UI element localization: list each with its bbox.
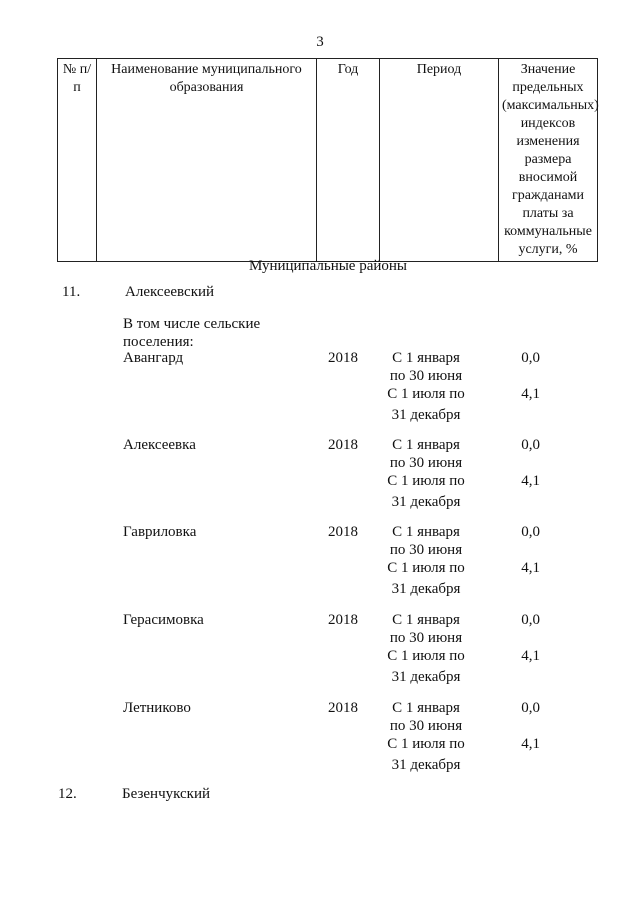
settlement-name: Гавриловка: [123, 524, 197, 540]
settlement-period-line: С 1 января: [392, 524, 460, 540]
settlement-value: 4,1: [521, 473, 540, 489]
settlement-period-line: С 1 января: [392, 700, 460, 716]
settlement-period-line: по 30 июня: [389, 630, 463, 646]
settlement-value: 0,0: [521, 612, 540, 628]
header-col-value: Значение предельных (максимальных) индексов изменения размера вносимой гражданами платы за коммунальные услуги, %: [499, 59, 598, 262]
header-col-period: Период: [380, 59, 499, 262]
settlement-value: 0,0: [521, 350, 540, 366]
settlement-period-line: С 1 июля по: [387, 560, 465, 576]
header-col-name-line2: образования: [169, 80, 244, 95]
settlement-period-line: С 1 января: [392, 612, 460, 628]
header-col-name: [97, 59, 317, 262]
settlement-value: 0,0: [521, 524, 540, 540]
settlement-period-line: 31 декабря: [391, 757, 461, 773]
settlement-name: Авангард: [123, 350, 184, 366]
settlement-period-line: 31 декабря: [391, 494, 461, 510]
settlement-value: 4,1: [521, 560, 540, 576]
settlement-period-line: С 1 января: [392, 350, 460, 366]
header-table: [57, 58, 598, 262]
settlement-value: 0,0: [521, 700, 540, 716]
header-col-name-line1: Наименование муниципального: [111, 62, 302, 77]
page-number: 3: [316, 34, 324, 50]
section-title: Муниципальные районы: [248, 258, 408, 274]
district-name: Безенчукский: [122, 786, 211, 802]
sub-heading-line2: поселения:: [123, 334, 194, 350]
settlement-period-line: С 1 июля по: [387, 473, 465, 489]
settlement-period-line: С 1 июля по: [387, 736, 465, 752]
sub-heading-line1: В том числе сельские: [123, 316, 261, 332]
header-col-year: Год: [317, 59, 380, 262]
settlement-period-line: 31 декабря: [391, 407, 461, 423]
district-name: Алексеевский: [125, 284, 215, 300]
district-number: 12.: [58, 786, 77, 802]
settlement-name: Алексеевка: [123, 437, 196, 453]
settlement-period-line: 31 декабря: [391, 669, 461, 685]
settlement-year: 2018: [328, 524, 358, 540]
settlement-value: 4,1: [521, 386, 540, 402]
settlement-year: 2018: [328, 350, 358, 366]
settlement-year: 2018: [328, 700, 358, 716]
settlement-value: 0,0: [521, 437, 540, 453]
header-col-number: № п/п: [58, 59, 97, 262]
settlement-period-line: по 30 июня: [389, 718, 463, 734]
settlement-name: Герасимовка: [123, 612, 204, 628]
settlement-period-line: по 30 июня: [389, 455, 463, 471]
settlement-year: 2018: [328, 437, 358, 453]
settlement-period-line: 31 декабря: [391, 581, 461, 597]
settlement-period-line: С 1 января: [392, 437, 460, 453]
settlement-year: 2018: [328, 612, 358, 628]
settlement-period-line: С 1 июля по: [387, 386, 465, 402]
settlement-period-line: С 1 июля по: [387, 648, 465, 664]
settlement-value: 4,1: [521, 736, 540, 752]
settlement-period-line: по 30 июня: [389, 368, 463, 384]
settlement-value: 4,1: [521, 648, 540, 664]
district-number: 11.: [62, 284, 81, 300]
settlement-period-line: по 30 июня: [389, 542, 463, 558]
settlement-name: Летниково: [123, 700, 191, 716]
